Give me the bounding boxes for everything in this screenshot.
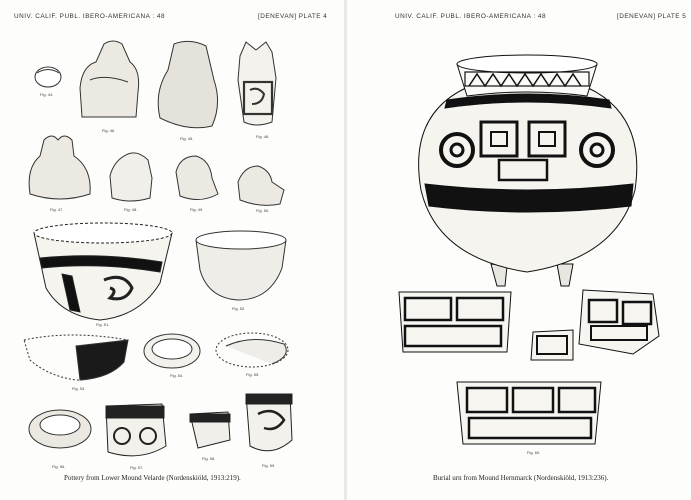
ring-fragment-55 [216,333,288,367]
right-plate-caption: Burial urn from Mound Hernmarck (Nordenskiöld, 1913:236). [433,474,609,482]
figure-label: Fig. 54. [170,373,184,378]
urn-fragment-small [531,330,573,360]
left-header-plate: [DENEVAN] PLATE 4 [258,13,328,20]
left-plate-caption: Pottery from Lower Mound Velarde (Nordenskiöld, 1913:219). [64,474,241,482]
figure-label: Fig. 58. [202,456,216,461]
figure-label: Fig. 49. [190,207,204,212]
figure-label: Fig. 60. [527,450,541,455]
figure-label: Fig. 52. [232,306,246,311]
figure-label: Fig. 51. [96,322,110,327]
effigy-fragment-50 [238,166,284,205]
figure-label: Fig. 53. [72,386,86,391]
left-page [0,0,344,500]
urn-fragment-right [579,290,659,354]
plain-bowl-52 [196,231,286,300]
painted-bowl-51 [34,223,172,320]
effigy-fragment-49 [176,156,218,200]
burial-urn [419,55,637,286]
figure-label: Fig. 45. [180,136,194,141]
right-page [347,0,691,500]
figure-label: Fig. 47. [50,207,64,212]
figure-label: Fig. 55. [246,372,260,377]
bowl-56 [29,410,91,448]
urn-fragment-left [399,292,511,352]
painted-vessel-57 [106,404,166,456]
figure-label: Fig. 57. [130,465,144,470]
figure-label: Fig. 48. [124,207,138,212]
pottery-fragment-44 [35,67,61,87]
figure-label: Fig. 56. [52,464,66,469]
urn-fragment-lower [457,382,601,444]
figure-label: Fig. 46. [102,128,116,133]
decorated-vessel-46b [238,42,276,125]
effigy-fragment-45 [158,41,217,127]
left-plate-illustrations [0,0,344,500]
left-header-series: UNIV. CALIF. PUBL. IBERO-AMERICANA : 48 [14,13,166,20]
figure-label: Fig. 50. [256,208,270,213]
figure-label: Fig. 44. [40,92,54,97]
painted-sherd-59 [246,394,292,451]
rim-fragment-53 [24,335,128,380]
right-plate-illustrations [347,0,691,500]
sherd-58 [190,412,230,448]
figure-label: Fig. 46. [256,134,270,139]
effigy-fragment-47 [29,136,90,199]
effigy-fragment-46a [80,41,139,117]
right-header-plate: [DENEVAN] PLATE 5 [617,13,687,20]
effigy-fragment-48 [110,153,152,201]
right-header-series: UNIV. CALIF. PUBL. IBERO-AMERICANA : 48 [395,13,547,20]
figure-label: Fig. 59. [262,463,276,468]
ring-fragment-54 [144,334,200,368]
